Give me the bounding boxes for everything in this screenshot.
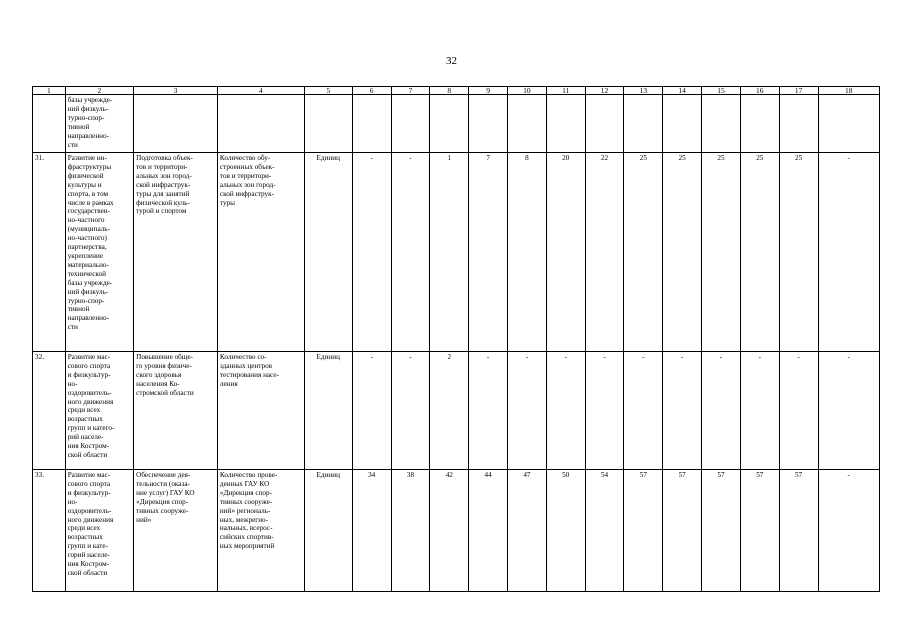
value-cell: 57 (740, 470, 779, 592)
column-number: 5 (304, 87, 352, 95)
page-number: 32 (446, 55, 457, 67)
value-cell: - (702, 352, 741, 470)
column-number: 17 (779, 87, 818, 95)
indicator-text: Количество прове- денных ГАУ КО «Дирекция спор- тивных сооруже- ний» региональ- ных, межрегио- нальных, всерос- сийских спортив- ных мероприятий (219, 471, 278, 551)
value-cell: 34 (352, 470, 391, 592)
column-number: 10 (508, 87, 547, 95)
value-cell: 2 (430, 352, 469, 470)
value-cell: - (740, 352, 779, 470)
goal-text: Повышение обще- го уровня физиче- ского здоровья населения Ко- стромской области (136, 353, 194, 397)
column-number: 8 (430, 87, 469, 95)
column-number: 13 (624, 87, 663, 95)
table-row-continuation (33, 95, 880, 153)
goal-text: Подготовка объек- тов и территори- альных зон город- ской инфраструк- туры для занятий физической куль- турой и спортом (136, 154, 193, 216)
value-cell: 1 (430, 153, 469, 352)
value-cell: - (818, 153, 879, 352)
value-cell: - (624, 352, 663, 470)
value-cell: 44 (469, 470, 508, 592)
value-cell: 25 (663, 153, 702, 352)
row-number: 31. (33, 153, 66, 352)
table-row (33, 470, 880, 592)
value-cell: 42 (430, 470, 469, 592)
table-row (33, 352, 880, 470)
column-number: 11 (546, 87, 585, 95)
table-row (33, 153, 880, 352)
value-cell: - (391, 352, 430, 470)
value-cell: 7 (469, 153, 508, 352)
indicators-table (32, 86, 880, 592)
value-cell: 25 (740, 153, 779, 352)
column-number: 14 (663, 87, 702, 95)
activity-name: Развитие ин- фраструктуры физической культуры и спорта, в том числе в рамках государствен- но-частного (муниципаль- но-частного) партнерства, укрепление материально- технической базы учрежде- ний физкуль- турно-спор- тивной направленно- сти (67, 154, 114, 332)
value-cell: 57 (624, 470, 663, 592)
column-number: 12 (585, 87, 624, 95)
value-cell: - (391, 153, 430, 352)
column-number: 16 (740, 87, 779, 95)
row-number: 33. (33, 470, 66, 592)
value-cell: 22 (585, 153, 624, 352)
value-cell: 25 (779, 153, 818, 352)
column-number: 18 (818, 87, 879, 95)
value-cell: 50 (546, 470, 585, 592)
continuation-text: базы учрежде- ний физкуль- турно-спор- тивной направленно- сти (67, 96, 113, 149)
value-cell: - (818, 352, 879, 470)
value-cell: 20 (546, 153, 585, 352)
indicator-text: Количество со- зданных центров тестирования насе- ления (219, 353, 279, 388)
value-cell: 8 (508, 153, 547, 352)
goal-text: Обеспечение дея- тельности (оказа- ние услуг) ГАУ КО «Дирекция спор- тивных сооруже- ний» (136, 471, 195, 524)
column-number: 3 (134, 87, 218, 95)
unit-cell: Единиц (304, 352, 352, 470)
column-number-row (33, 87, 880, 95)
row-number: 32. (33, 352, 66, 470)
value-cell: 25 (702, 153, 741, 352)
value-cell: 57 (779, 470, 818, 592)
value-cell: - (352, 352, 391, 470)
column-number: 1 (33, 87, 66, 95)
value-cell: 38 (391, 470, 430, 592)
activity-name: Развитие мас- сового спорта и физкультур- но- оздоровитель- ного движения среди всех возрастных групп и кате- горий населе- ния Костром- ской области (67, 471, 114, 577)
value-cell: - (352, 153, 391, 352)
value-cell: 57 (663, 470, 702, 592)
column-number: 7 (391, 87, 430, 95)
value-cell: - (469, 352, 508, 470)
value-cell: - (663, 352, 702, 470)
value-cell: 47 (508, 470, 547, 592)
value-cell: - (508, 352, 547, 470)
value-cell: - (818, 470, 879, 592)
value-cell: - (585, 352, 624, 470)
value-cell: 54 (585, 470, 624, 592)
indicator-text: Количество обу- строенных объек- тов и территори- альных зон город- ской инфраструк- туры (219, 154, 276, 207)
column-number: 15 (702, 87, 741, 95)
value-cell: - (546, 352, 585, 470)
column-number: 2 (65, 87, 133, 95)
column-number: 9 (469, 87, 508, 95)
value-cell: - (779, 352, 818, 470)
unit-cell: Единиц (304, 153, 352, 352)
column-number: 6 (352, 87, 391, 95)
value-cell: 25 (624, 153, 663, 352)
activity-name: Развитие мас- сового спорта и физкультур- но- оздоровитель- ного движения среди всех возрастных групп и катего- рий населе- ния Костром- ской области (67, 353, 115, 459)
unit-cell: Единиц (304, 470, 352, 592)
value-cell: 57 (702, 470, 741, 592)
column-number: 4 (217, 87, 304, 95)
